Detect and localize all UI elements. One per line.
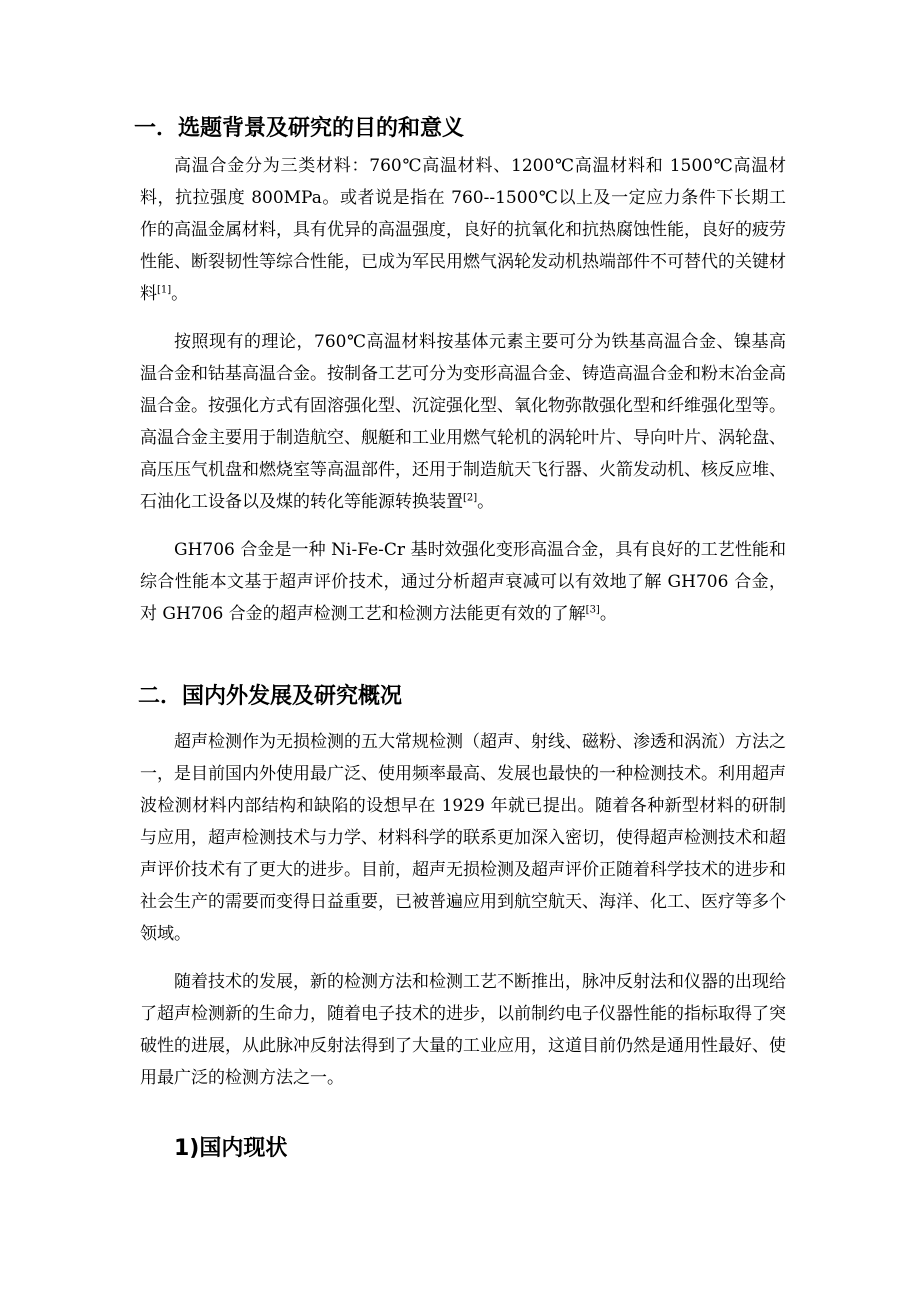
paragraph-tail: 。 [171, 284, 189, 304]
citation-marker: [1] [157, 284, 172, 296]
citation-marker: [3] [585, 604, 600, 616]
paragraph-tail: 。 [477, 492, 495, 512]
paragraph-text: 按照现有的理论，760℃高温材料按基体元素主要可分为铁基高温合金、镍基高温合金和钴基高温合金。按制备工艺可分为变形高温合金、铸造高温合金和粉末冶金高温合金。按强化方式有固溶强化型、沉淀强化型、氧化物弥散强化型和纤维强化型等。高温合金主要用于制造航空、舰艇和工业用燃气轮机的涡轮叶片、导向叶片、涡轮盘、高压压气机盘和燃烧室等高温部件，还用于制造航天飞行器、火箭发动机、核反应堆、石油化工设备以及煤的转化等能源转换装置 [140, 332, 786, 512]
subsection-heading: 1)国内现状 [174, 1136, 288, 1161]
paragraph-tail: 。 [599, 604, 617, 624]
paragraph-text: 超声检测作为无损检测的五大常规检测（超声、射线、磁粉、渗透和涡流）方法之一，是目前国内外使用最广泛、使用频率最高、发展也最快的一种检测技术。利用超声波检测材料内部结构和缺陷的设想早在 1929 年就已提出。随着各种新型材料的研制与应用，超声检测技术与力学、材料科学的联系更加深入密切，使得超声检测技术和超声评价技术有了更大的进步。目前，超声无损检测及超声评价正随着科学技术的进步和社会生产的需要而变得日益重要，已被普遍应用到航空航天、海洋、化工、医疗等多个领域。 [140, 732, 786, 944]
citation-marker: [2] [463, 492, 478, 504]
paragraph-text: 高温合金分为三类材料：760℃高温材料、1200℃高温材料和 1500℃高温材料，抗拉强度 800MPa。或者说是指在 760--1500℃以上及一定应力条件下长期工作的高温金属材料，具有优异的高温强度，良好的抗氧化和抗热腐蚀性能，良好的疲劳性能、断裂韧性等综合性能，已成为军民用燃气涡轮发动机热端部件不可替代的关键材料 [140, 156, 786, 304]
paragraph-text: 随着技术的发展，新的检测方法和检测工艺不断推出，脉冲反射法和仪器的出现给了超声检测新的生命力，随着电子技术的进步，以前制约电子仪器性能的指标取得了突破性的进展，从此脉冲反射法得到了大量的工业应用，这道目前仍然是通用性最好、使用最广泛的检测方法之一。 [140, 972, 786, 1088]
paragraph [140, 534, 786, 630]
paragraph [140, 726, 786, 950]
paragraph-text: GH706 合金是一种 Ni-Fe-Cr 基时效强化变形高温合金，具有良好的工艺性能和综合性能本文基于超声评价技术，通过分析超声衰减可以有效地了解 GH706 合金，对 GH706 合金的超声检测工艺和检测方法能更有效的了解 [140, 540, 786, 624]
section-heading: 一．选题背景及研究的目的和意义 [134, 116, 465, 141]
paragraph [140, 150, 786, 310]
section-heading: 二．国内外发展及研究概况 [138, 684, 403, 709]
paragraph [140, 326, 786, 518]
paragraph [140, 966, 786, 1094]
